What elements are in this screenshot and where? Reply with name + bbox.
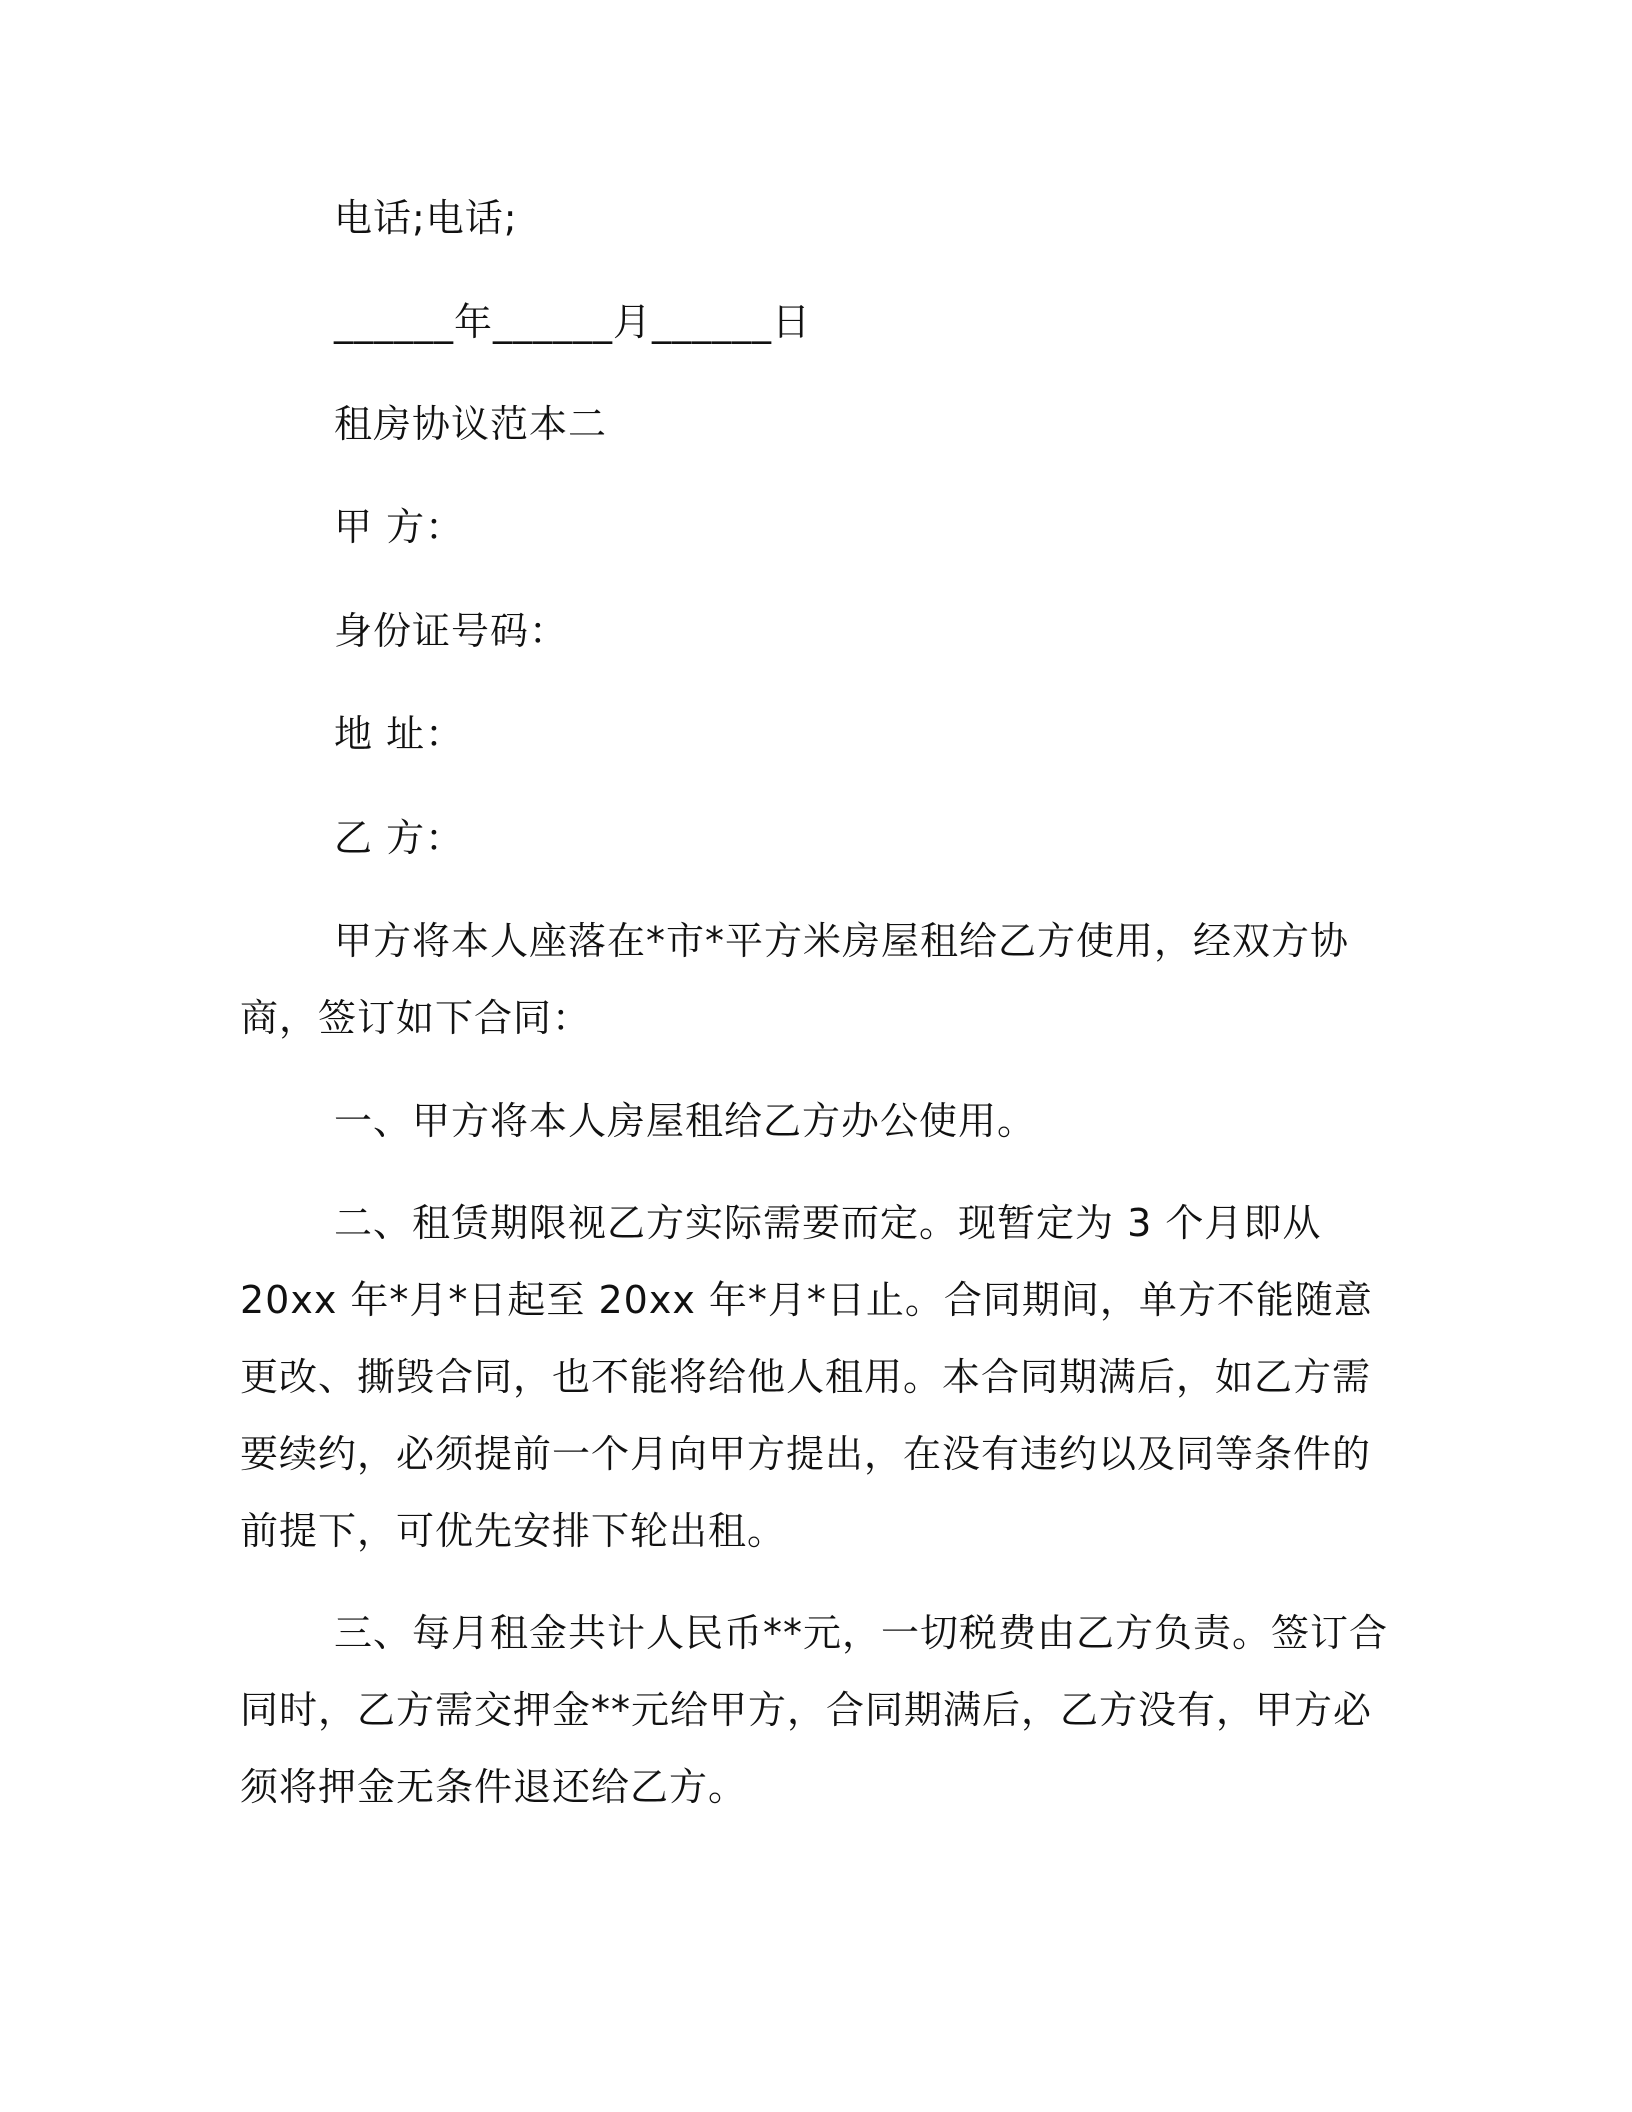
date-line: ______年______月______日 xyxy=(334,300,812,344)
section-title: 租房协议范本二 xyxy=(334,402,608,446)
phone-line: 电话;电话; xyxy=(334,196,518,240)
id-number-label: 身份证号码： xyxy=(334,609,569,653)
clause-1-paragraph: 一、甲方将本人房屋租给乙方办公使用。 xyxy=(334,1099,1037,1143)
intro-paragraph: 甲方将本人座落在*市*平方米房屋租给乙方使用，经双方协商，签订如下合同： xyxy=(240,919,1350,1040)
clause-2-paragraph: 二、租赁期限视乙方实际需要而定。现暂定为 3 个月即从 20xx 年*月*日起至 20xx 年*月*日止。合同期间，单方不能随意更改、撕毁合同，也不能将给他人租用。本合同期满后，如乙方需要续约，必须提前一个月向甲方提出，在没有违约以及同等条件的前提下，可优先安排下轮出租。 xyxy=(240,1201,1373,1553)
address-label: 地 址： xyxy=(334,712,465,756)
clause-3-paragraph: 三、每月租金共计人民币**元，一切税费由乙方负责。签订合同时，乙方需交押金**元给甲方，合同期满后，乙方没有，甲方必须将押金无条件退还给乙方。 xyxy=(240,1611,1389,1809)
party-a-label: 甲 方： xyxy=(334,505,465,549)
party-b-label: 乙 方： xyxy=(334,816,465,860)
